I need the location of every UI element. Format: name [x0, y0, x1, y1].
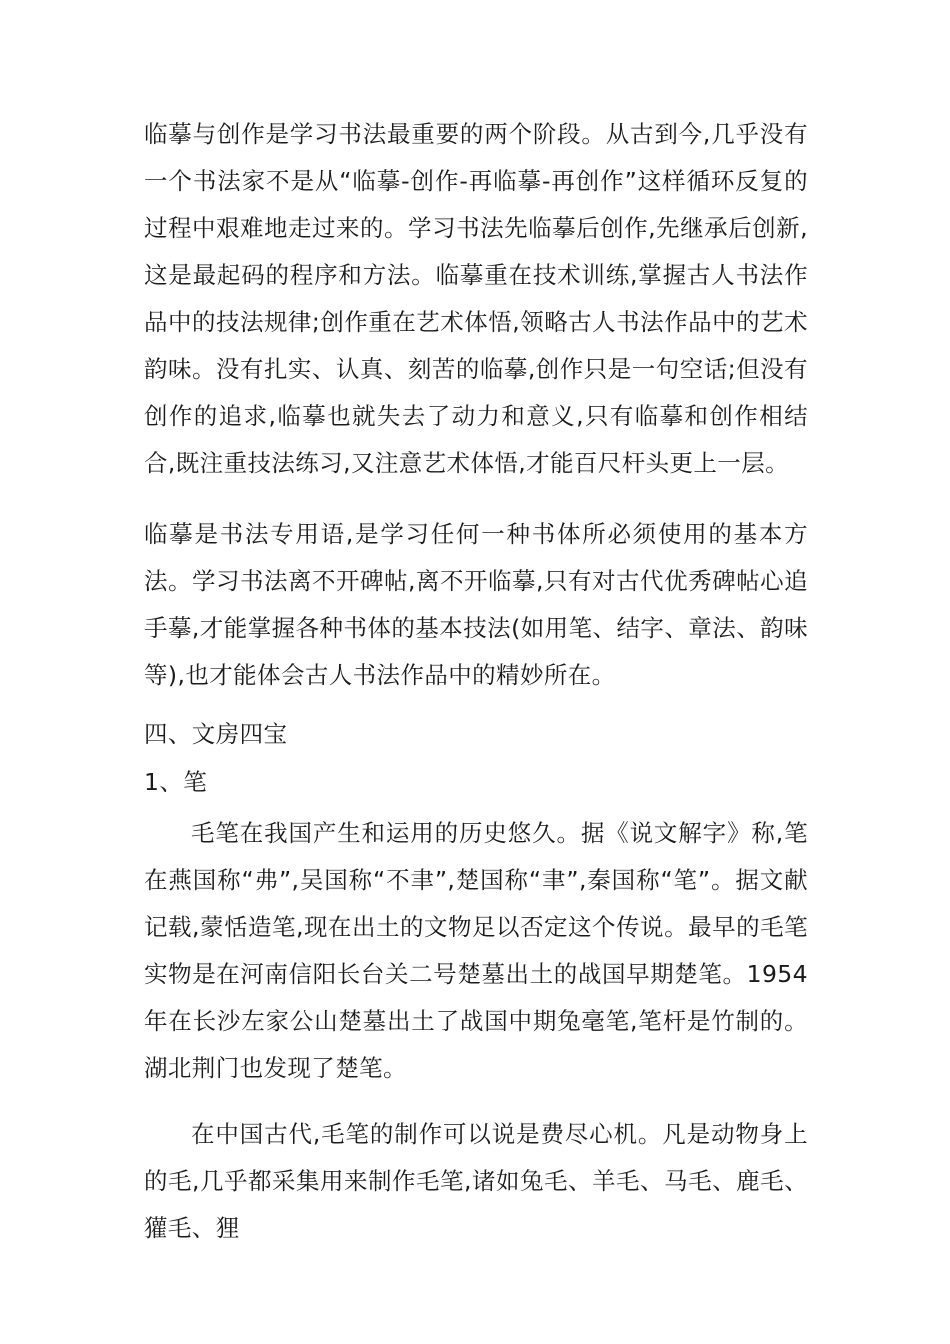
subsection-heading: 1、笔 [144, 768, 208, 796]
paragraph-text: 临摹与创作是学习书法最重要的两个阶段。从古到今,几乎没有一个书法家不是从“临摹-创作-再临摹-再创作”这样循环反复的过程中艰难地走过来的。学习书法先临摹后创作,先继承后创新,这是最起码的程序和方法。临摹重在技术训练,掌握古人书法作品中的技法规律;创作重在艺术体悟,领略古人书法作品中的艺术韵味。没有扎实、认真、刻苦的临摹,创作只是一句空话;但没有创作的追求,临摹也就失去了动力和意义,只有临摹和创作相结合,既注重技法练习,又注意艺术体悟,才能百尺杆头更上一层。 [144, 120, 808, 477]
paragraph-copying-and-creation [144, 111, 808, 487]
paragraph-text: 临摹是书法专用语,是学习任何一种书体所必须使用的基本方法。学习书法离不开碑帖,离不开临摹,只有对古代优秀碑帖心追手摹,才能掌握各种书体的基本技法(如用笔、结字、章法、韵味等),也才能体会古人书法作品中的精妙所在。 [144, 520, 808, 689]
paragraph-brush-making [144, 1111, 808, 1252]
paragraph-text: 毛笔在我国产生和运用的历史悠久。据《说文解字》称,笔在燕国称“弗”,吴国称“不聿”,楚国称“聿”,秦国称“笔”。据文献记载,蒙恬造笔,现在出土的文物足以否定这个传说。最早的毛笔实物是在河南信阳长台关二号楚墓出土的战国早期楚笔。1954 年在长沙左家公山楚墓出土了战国中期兔毫笔,笔杆是竹制的。湖北荆门也发现了楚笔。 [144, 819, 808, 1082]
paragraph-text: 在中国古代,毛笔的制作可以说是费尽心机。凡是动物身上的毛,几乎都采集用来制作毛笔,诸如兔毛、羊毛、马毛、鹿毛、獾毛、狸 [144, 1120, 808, 1242]
paragraph-brush-history [144, 810, 808, 1092]
section-heading: 四、文房四宝 [144, 720, 288, 748]
paragraph-copying-definition [144, 511, 808, 699]
